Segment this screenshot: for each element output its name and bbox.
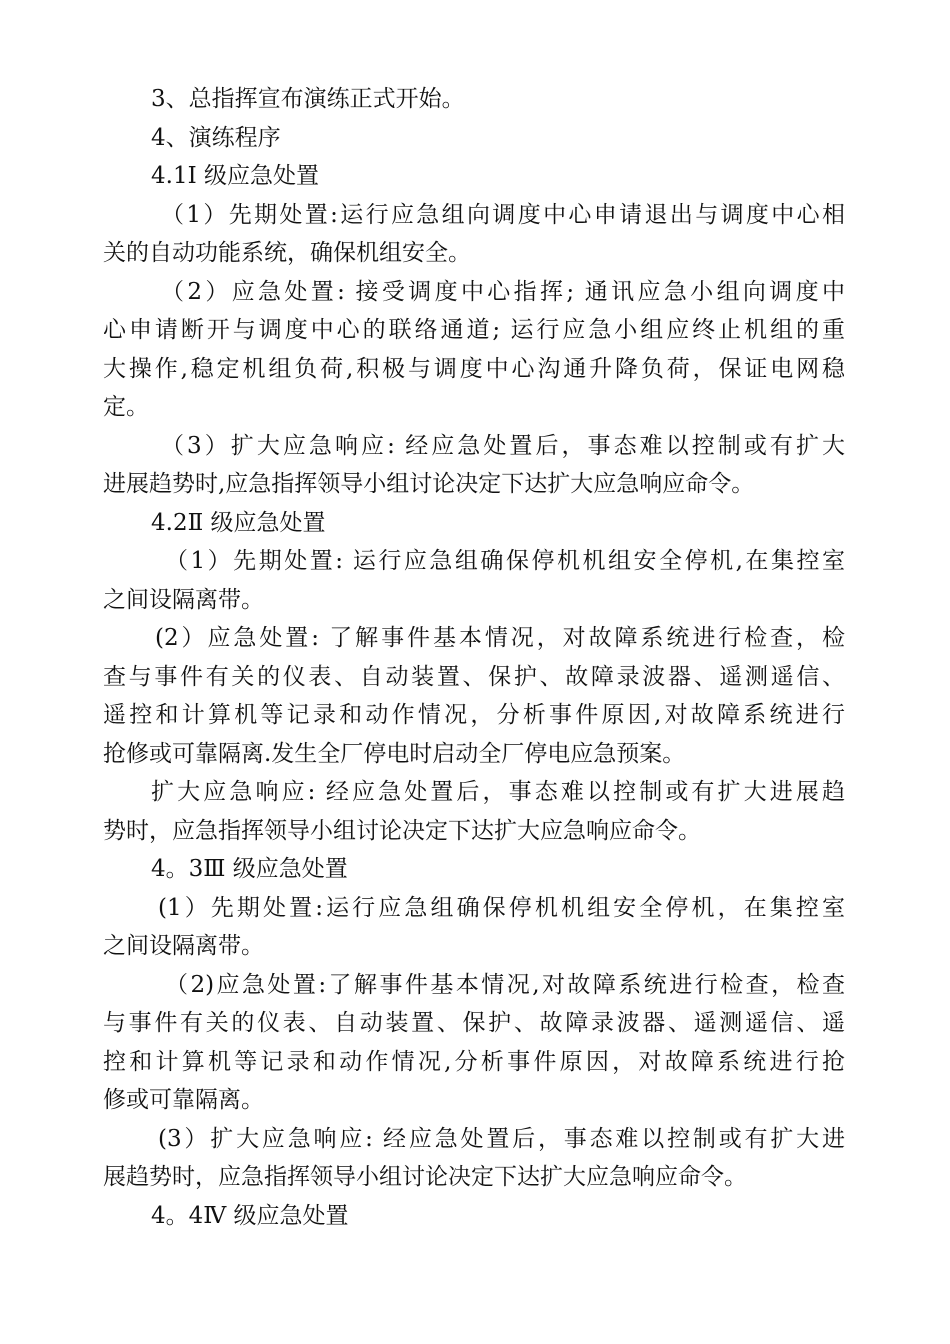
section-heading: 4.2Ⅱ 级应急处置 — [151, 509, 326, 536]
paragraph-line: （3）扩大应急响应: 经应急处置后，事态难以控制或有扩大 — [161, 432, 845, 459]
paragraph-line: 展趋势时，应急指挥领导小组讨论决定下达扩大应急响应命令。 — [103, 1164, 747, 1190]
paragraph-line: 3、总指挥宣布演练正式开始。 — [151, 86, 465, 112]
paragraph-line: (1）先期处置:运行应急组确保停机机组安全停机，在集控室 — [158, 894, 845, 921]
document-body — [103, 80, 845, 1235]
paragraph-line: （1）先期处置:运行应急组向调度中心申请退出与调度中心相 — [161, 201, 845, 228]
paragraph-line: (2）应急处置: 了解事件基本情况，对故障系统进行检查，检 — [155, 625, 845, 651]
paragraph-line: 查与事件有关的仪表、自动装置、保护、故障录波器、遥测遥信、 — [103, 663, 845, 690]
paragraph-line: 遥控和计算机等记录和动作情况，分析事件原因,对故障系统进行 — [103, 702, 845, 728]
paragraph-line: 大操作,稳定机组负荷,积极与调度中心沟通升降负荷，保证电网稳 — [103, 355, 845, 382]
paragraph-line: 修或可靠隔离。 — [103, 1087, 264, 1113]
paragraph-line: (3）扩大应急响应: 经应急处置后，事态难以控制或有扩大进 — [158, 1125, 845, 1152]
paragraph-line: 定。 — [103, 394, 149, 420]
paragraph-line: 与事件有关的仪表、自动装置、保护、故障录波器、遥测遥信、遥 — [103, 1010, 845, 1036]
paragraph-line: 抢修或可靠隔离.发生全厂停电时启动全厂停电应急预案。 — [103, 740, 686, 767]
section-heading: 4.1Ⅰ 级应急处置 — [151, 163, 319, 189]
paragraph-line: 扩大应急响应: 经应急处置后，事态难以控制或有扩大进展趋 — [151, 779, 845, 805]
paragraph-line: 进展趋势时,应急指挥领导小组讨论决定下达扩大应急响应命令。 — [103, 471, 755, 497]
paragraph-line: 势时，应急指挥领导小组讨论决定下达扩大应急响应命令。 — [103, 817, 701, 844]
paragraph-line: 之间设隔离带。 — [103, 586, 264, 613]
section-heading: 4、演练程序 — [151, 124, 281, 151]
section-heading: 4。4Ⅳ 级应急处置 — [151, 1202, 349, 1229]
paragraph-line: （1）先期处置: 运行应急组确保停机机组安全停机,在集控室 — [165, 548, 845, 574]
paragraph-line: （2）应急处置: 接受调度中心指挥; 通讯应急小组向调度中 — [161, 278, 845, 305]
paragraph-line: 控和计算机等记录和动作情况,分析事件原因，对故障系统进行抢 — [103, 1048, 845, 1075]
paragraph-line: 心申请断开与调度中心的联络通道; 运行应急小组应终止机组的重 — [103, 317, 845, 343]
paragraph-line: 之间设隔离带。 — [103, 933, 264, 959]
section-heading: 4。3Ⅲ 级应急处置 — [151, 856, 348, 882]
paragraph-line: （2)应急处置:了解事件基本情况,对故障系统进行检查，检查 — [165, 971, 845, 998]
paragraph-line: 关的自动功能系统，确保机组安全。 — [103, 240, 471, 266]
